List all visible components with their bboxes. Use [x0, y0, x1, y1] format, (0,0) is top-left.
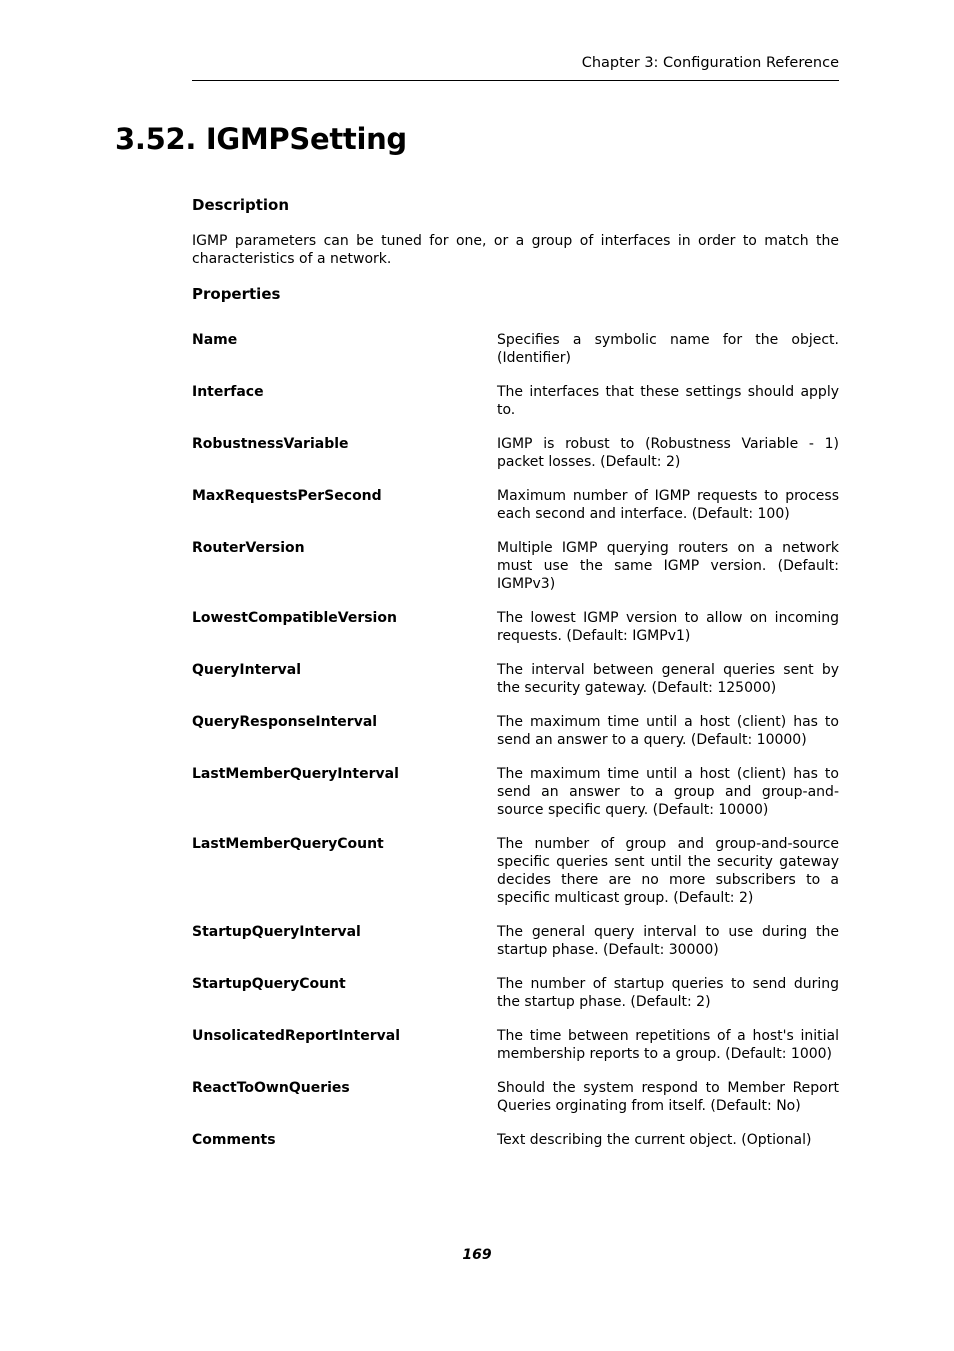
property-name: StartupQueryCount — [192, 976, 346, 992]
description-heading: Description — [192, 196, 290, 214]
property-description: The time between repetitions of a host's initial membership reports to a group. (Default: 1000) — [497, 1028, 839, 1062]
property-row — [192, 713, 839, 749]
property-name: ReactToOwnQueries — [192, 1080, 350, 1096]
property-description: The number of group and group-and-source specific queries sent until the security gateway decides there are no more subscribers to a specific multicast group. (Default: 2) — [497, 836, 839, 906]
properties-heading: Properties — [192, 285, 281, 303]
property-name: MaxRequestsPerSecond — [192, 488, 382, 504]
property-name: LastMemberQueryCount — [192, 836, 384, 852]
properties-list — [192, 331, 839, 1165]
property-description: Maximum number of IGMP requests to process each second and interface. (Default: 100) — [497, 488, 839, 522]
property-row — [192, 923, 839, 959]
property-description: The maximum time until a host (client) has to send an answer to a group and group-and-source specific query. (Default: 10000) — [497, 766, 839, 818]
property-row — [192, 331, 839, 367]
property-name: RobustnessVariable — [192, 436, 349, 452]
property-row — [192, 1131, 839, 1149]
property-name: LowestCompatibleVersion — [192, 610, 397, 626]
property-row — [192, 487, 839, 523]
property-name: UnsolicatedReportInterval — [192, 1028, 400, 1044]
property-description: Text describing the current object. (Optional) — [497, 1132, 812, 1148]
property-description: The interval between general queries sent by the security gateway. (Default: 125000) — [497, 662, 839, 696]
property-row — [192, 1027, 839, 1063]
description-text: IGMP parameters can be tuned for one, or a group of interfaces in order to match the characteristics of a network. — [192, 233, 839, 267]
property-row — [192, 435, 839, 471]
property-name: StartupQueryInterval — [192, 924, 361, 940]
property-name: QueryInterval — [192, 662, 302, 678]
property-description: The maximum time until a host (client) has to send an answer to a query. (Default: 10000) — [497, 714, 839, 748]
property-description: The general query interval to use during the startup phase. (Default: 30000) — [497, 924, 839, 958]
property-description: Should the system respond to Member Report Queries orginating from itself. (Default: No) — [497, 1080, 839, 1114]
property-description: The interfaces that these settings should apply to. — [497, 384, 839, 418]
property-name: QueryResponseInterval — [192, 714, 378, 730]
chapter-title: Chapter 3: Configuration Reference — [581, 55, 839, 71]
property-row — [192, 661, 839, 697]
property-row — [192, 539, 839, 593]
property-row — [192, 975, 839, 1011]
property-name: LastMemberQueryInterval — [192, 766, 399, 782]
property-description: The lowest IGMP version to allow on incoming requests. (Default: IGMPv1) — [497, 610, 839, 644]
property-description: Multiple IGMP querying routers on a network must use the same IGMP version. (Default: IGMPv3) — [497, 540, 839, 592]
property-name: Name — [192, 332, 238, 348]
running-header — [192, 55, 839, 81]
property-row — [192, 835, 839, 907]
property-row — [192, 765, 839, 819]
property-description: Specifies a symbolic name for the object. (Identifier) — [497, 332, 839, 366]
property-row — [192, 383, 839, 419]
property-name: Interface — [192, 384, 264, 400]
property-name: RouterVersion — [192, 540, 305, 556]
property-row — [192, 609, 839, 645]
page-number: 169 — [462, 1247, 492, 1263]
property-description: The number of startup queries to send during the startup phase. (Default: 2) — [497, 976, 839, 1010]
property-row — [192, 1079, 839, 1115]
property-name: Comments — [192, 1132, 276, 1148]
property-description: IGMP is robust to (Robustness Variable - 1) packet losses. (Default: 2) — [497, 436, 839, 470]
section-title: 3.52. IGMPSetting — [115, 122, 407, 156]
